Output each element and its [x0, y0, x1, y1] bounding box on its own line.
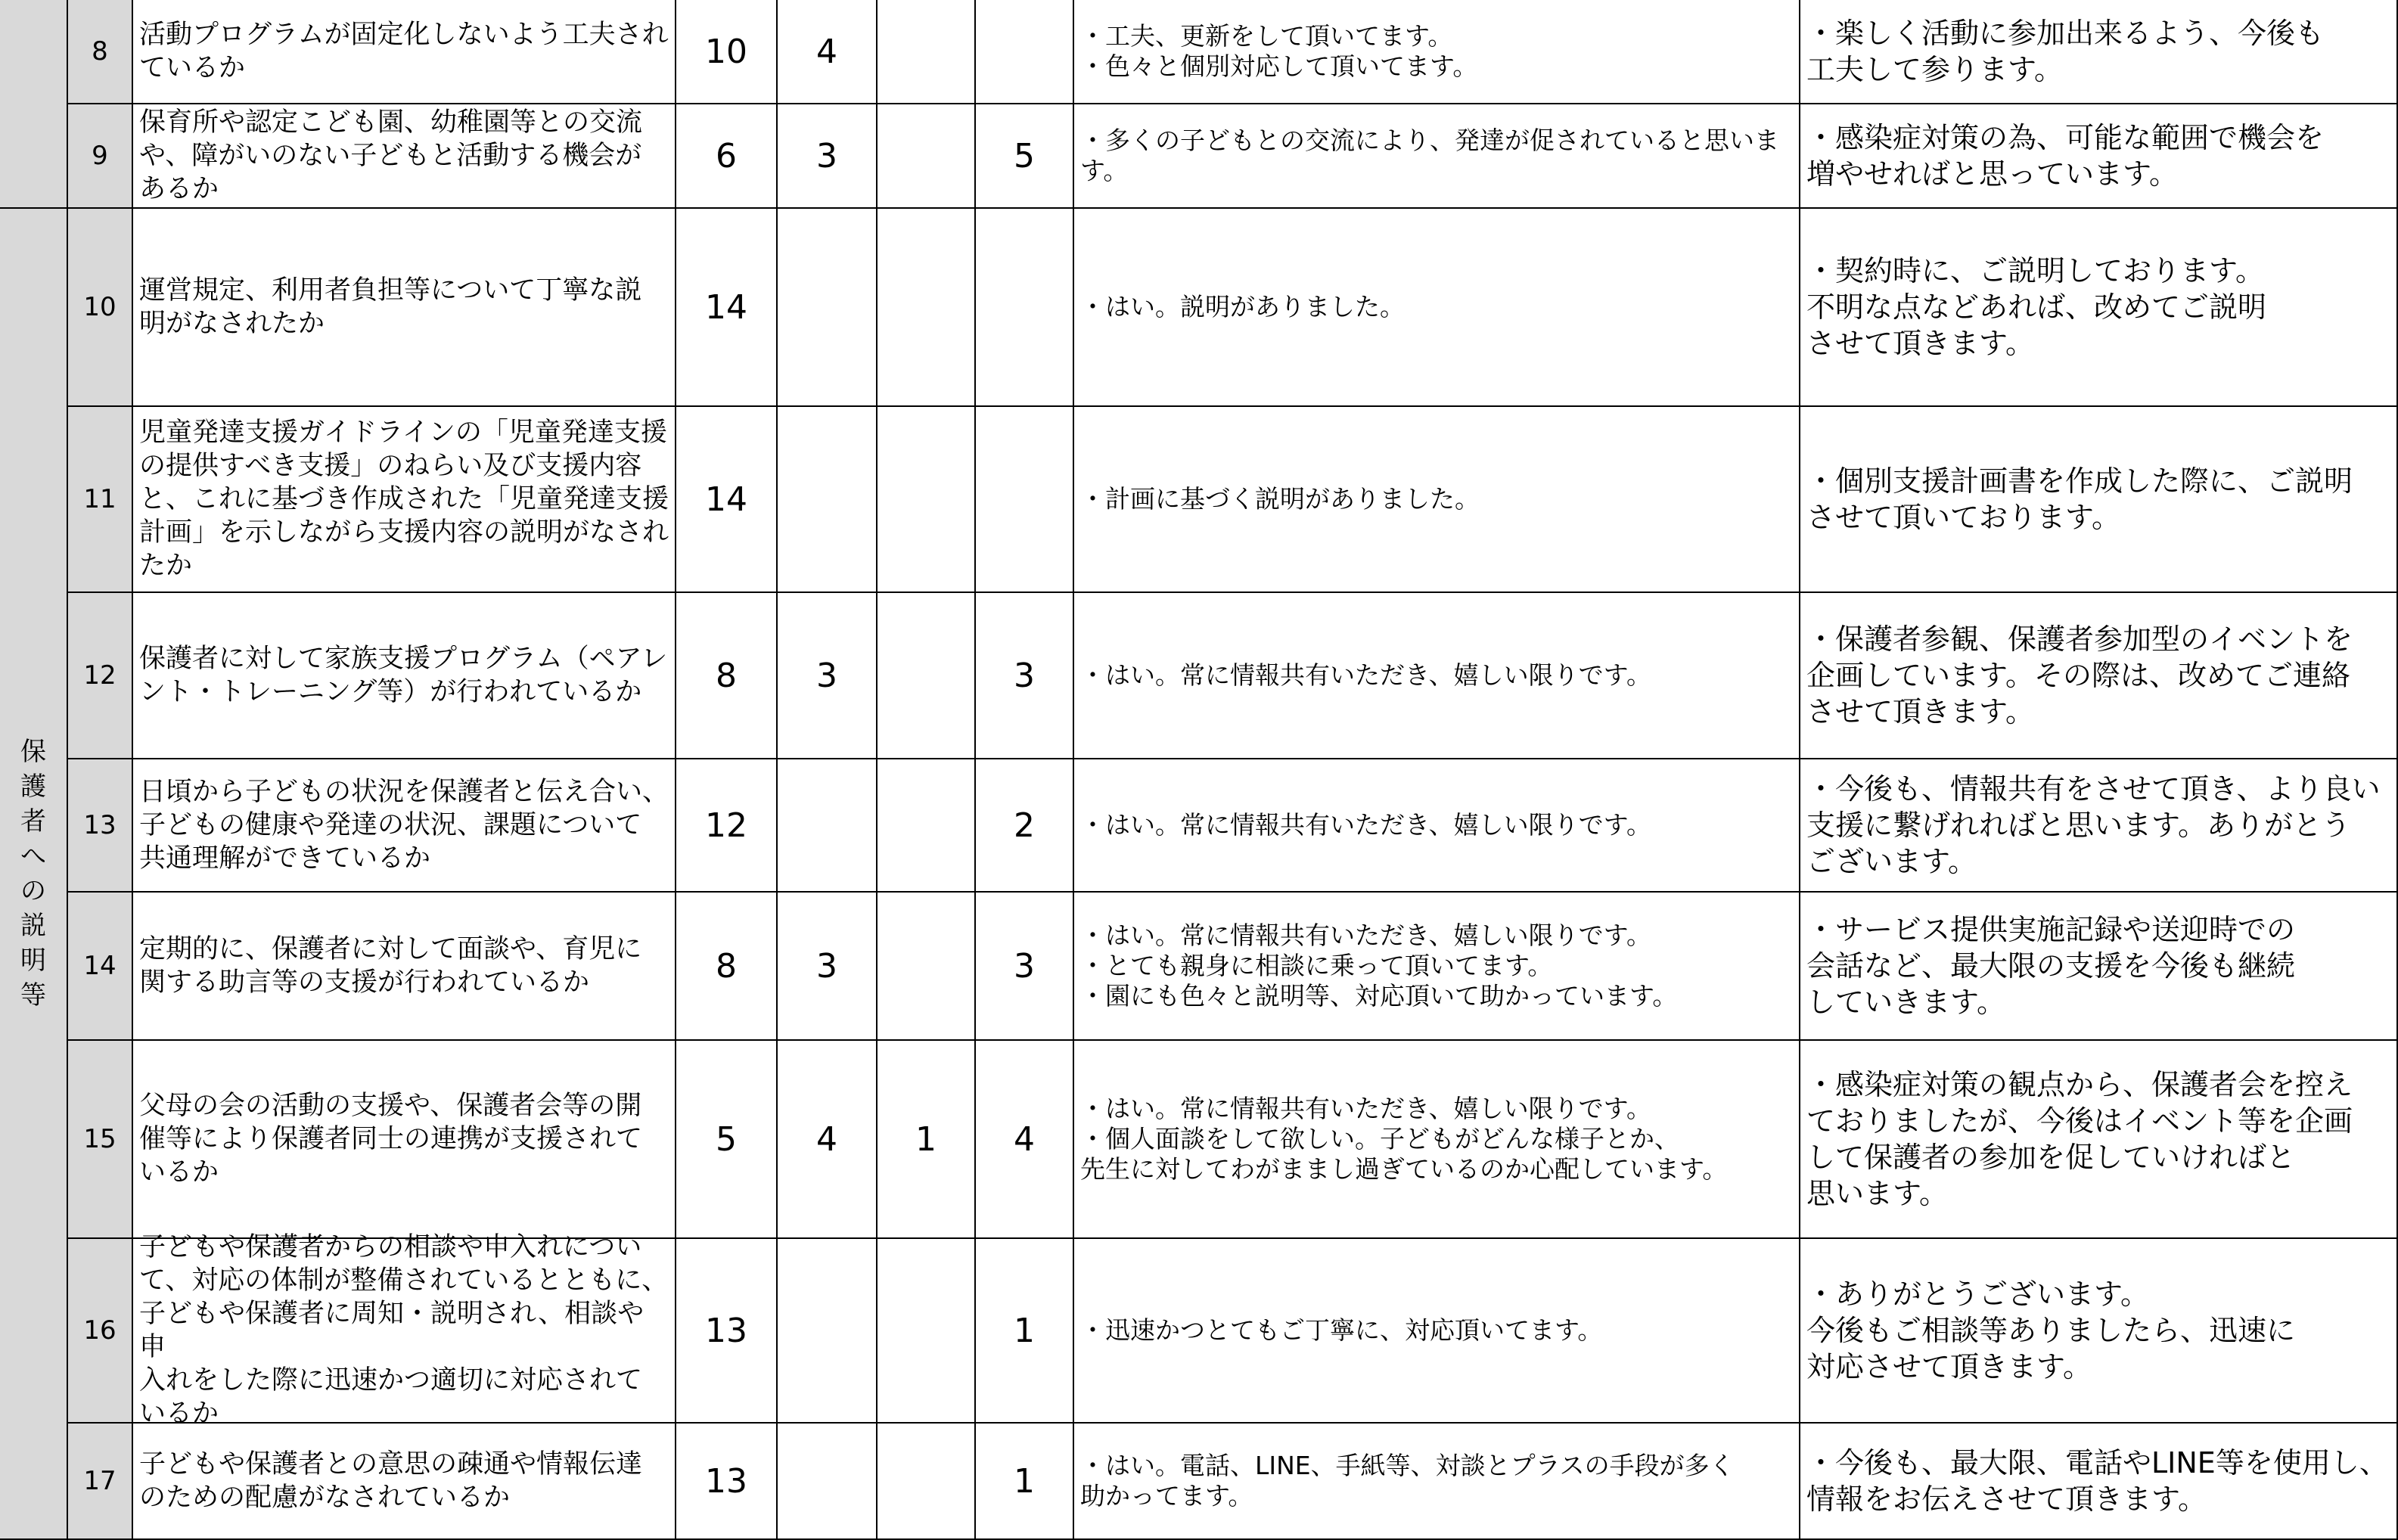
category-char: 明 — [20, 945, 46, 976]
facility-reply: ・サービス提供実施記録や送迎時での 会話など、最大限の支援を今後も継続 していきます。 — [1800, 893, 2398, 1041]
count-no — [878, 759, 976, 893]
category-char: 保 — [20, 737, 46, 767]
count-yes: 13 — [676, 1424, 778, 1540]
count-unknown — [976, 209, 1074, 407]
parent-comment: ・はい。電話、LINE、手紙等、対談とプラスの手段が多く 助かってます。 — [1074, 1424, 1800, 1540]
category-char: の — [20, 876, 46, 906]
count-unknown — [976, 0, 1074, 104]
count-unknown: 1 — [976, 1424, 1074, 1540]
count-somewhat — [778, 209, 878, 407]
category-char: 者 — [20, 806, 46, 837]
count-somewhat: 4 — [778, 1041, 878, 1239]
question-text: 父母の会の活動の支援や、保護者会等の開 催等により保護者同士の連携が支援されて いるか — [133, 1041, 676, 1239]
count-somewhat: 3 — [778, 104, 878, 209]
count-yes: 8 — [676, 593, 778, 759]
facility-reply: ・ありがとうございます。 今後もご相談等ありましたら、迅速に 対応させて頂きます。 — [1800, 1239, 2398, 1424]
facility-reply: ・感染症対策の為、可能な範囲で機会を 増やせればと思っています。 — [1800, 104, 2398, 209]
parent-comment: ・はい。常に情報共有いただき、嬉しい限りです。 — [1074, 759, 1800, 893]
question-text: 児童発達支援ガイドラインの「児童発達支援 の提供すべき支援」のねらい及び支援内容 と、これに基づき作成された「児童発達支援 計画」を示しながら支援内容の説明がなされ たか — [133, 407, 676, 593]
count-yes: 10 — [676, 0, 778, 104]
count-somewhat — [778, 1239, 878, 1424]
parent-comment: ・はい。常に情報共有いただき、嬉しい限りです。 — [1074, 593, 1800, 759]
parent-comment: ・工夫、更新をして頂いてます。 ・色々と個別対応して頂いてます。 — [1074, 0, 1800, 104]
count-no — [878, 209, 976, 407]
count-somewhat: 4 — [778, 0, 878, 104]
count-unknown: 1 — [976, 1239, 1074, 1424]
facility-reply: ・保護者参観、保護者参加型のイベントを 企画しています。その際は、改めてご連絡 させて頂きます。 — [1800, 593, 2398, 759]
question-text: 活動プログラムが固定化しないよう工夫され ているか — [133, 0, 676, 104]
category-char: 護 — [20, 772, 46, 802]
count-no — [878, 0, 976, 104]
parent-comment: ・多くの子どもとの交流により、発達が促されていると思いま す。 — [1074, 104, 1800, 209]
question-text: 子どもや保護者との意思の疎通や情報伝達 のための配慮がなされているか — [133, 1424, 676, 1540]
count-yes: 12 — [676, 759, 778, 893]
row-number: 14 — [68, 893, 133, 1041]
parent-comment: ・はい。常に情報共有いただき、嬉しい限りです。 ・とても親身に相談に乗って頂いてます。 ・園にも色々と説明等、対応頂いて助かっています。 — [1074, 893, 1800, 1041]
row-number: 10 — [68, 209, 133, 407]
count-unknown: 3 — [976, 593, 1074, 759]
category-char: 等 — [20, 980, 46, 1011]
count-somewhat — [778, 759, 878, 893]
count-unknown — [976, 407, 1074, 593]
parent-comment: ・はい。説明がありました。 — [1074, 209, 1800, 407]
count-yes: 6 — [676, 104, 778, 209]
count-somewhat: 3 — [778, 893, 878, 1041]
category-cell-top — [0, 0, 68, 209]
row-number: 9 — [68, 104, 133, 209]
count-yes: 14 — [676, 407, 778, 593]
count-no — [878, 1424, 976, 1540]
question-text: 運営規定、利用者負担等について丁寧な説 明がなされたか — [133, 209, 676, 407]
count-no — [878, 1239, 976, 1424]
row-number: 13 — [68, 759, 133, 893]
facility-reply: ・感染症対策の観点から、保護者会を控え ておりましたが、今後はイベント等を企画 して保護者の参加を促していければと 思います。 — [1800, 1041, 2398, 1239]
count-yes: 13 — [676, 1239, 778, 1424]
category-char: へ — [20, 841, 46, 871]
count-somewhat: 3 — [778, 593, 878, 759]
facility-reply: ・契約時に、ご説明しております。 不明な点などあれば、改めてご説明 させて頂きます。 — [1800, 209, 2398, 407]
count-no — [878, 407, 976, 593]
row-number: 17 — [68, 1424, 133, 1540]
count-unknown: 4 — [976, 1041, 1074, 1239]
count-somewhat — [778, 407, 878, 593]
count-somewhat — [778, 1424, 878, 1540]
row-number: 8 — [68, 0, 133, 104]
question-text: 定期的に、保護者に対して面談や、育児に 関する助言等の支援が行われているか — [133, 893, 676, 1041]
row-number: 11 — [68, 407, 133, 593]
count-no: 1 — [878, 1041, 976, 1239]
row-number: 15 — [68, 1041, 133, 1239]
count-no — [878, 593, 976, 759]
category-cell-parent-explanation — [0, 209, 68, 1540]
count-unknown: 5 — [976, 104, 1074, 209]
count-no — [878, 893, 976, 1041]
facility-reply: ・楽しく活動に参加出来るよう、今後も 工夫して参ります。 — [1800, 0, 2398, 104]
count-no — [878, 104, 976, 209]
facility-reply: ・今後も、情報共有をさせて頂き、より良い 支援に繋げれればと思います。ありがとう ございます。 — [1800, 759, 2398, 893]
count-yes: 8 — [676, 893, 778, 1041]
count-unknown: 2 — [976, 759, 1074, 893]
parent-comment: ・はい。常に情報共有いただき、嬉しい限りです。 ・個人面談をして欲しい。子どもがどんな様子とか、 先生に対してわがままし過ぎているのか心配しています。 — [1074, 1041, 1800, 1239]
question-text: 保育所や認定こども園、幼稚園等との交流 や、障がいのない子どもと活動する機会が あるか — [133, 104, 676, 209]
row-number: 12 — [68, 593, 133, 759]
facility-reply: ・今後も、最大限、電話やLINE等を使用し、 情報をお伝えさせて頂きます。 — [1800, 1424, 2398, 1540]
parent-comment: ・迅速かつとてもご丁寧に、対応頂いてます。 — [1074, 1239, 1800, 1424]
question-text: 子どもや保護者からの相談や申入れについ て、対応の体制が整備されているとともに、 子どもや保護者に周知・説明され、相談や申 入れをした際に迅速かつ適切に対応されて いるか — [133, 1239, 676, 1424]
count-unknown: 3 — [976, 893, 1074, 1041]
category-char: 説 — [20, 911, 46, 941]
count-yes: 5 — [676, 1041, 778, 1239]
row-number: 16 — [68, 1239, 133, 1424]
question-text: 日頃から子どもの状況を保護者と伝え合い、 子どもの健康や発達の状況、課題について 共通理解ができているか — [133, 759, 676, 893]
facility-reply: ・個別支援計画書を作成した際に、ご説明 させて頂いております。 — [1800, 407, 2398, 593]
count-yes: 14 — [676, 209, 778, 407]
parent-comment: ・計画に基づく説明がありました。 — [1074, 407, 1800, 593]
question-text: 保護者に対して家族支援プログラム（ペアレ ント・トレーニング等）が行われているか — [133, 593, 676, 759]
